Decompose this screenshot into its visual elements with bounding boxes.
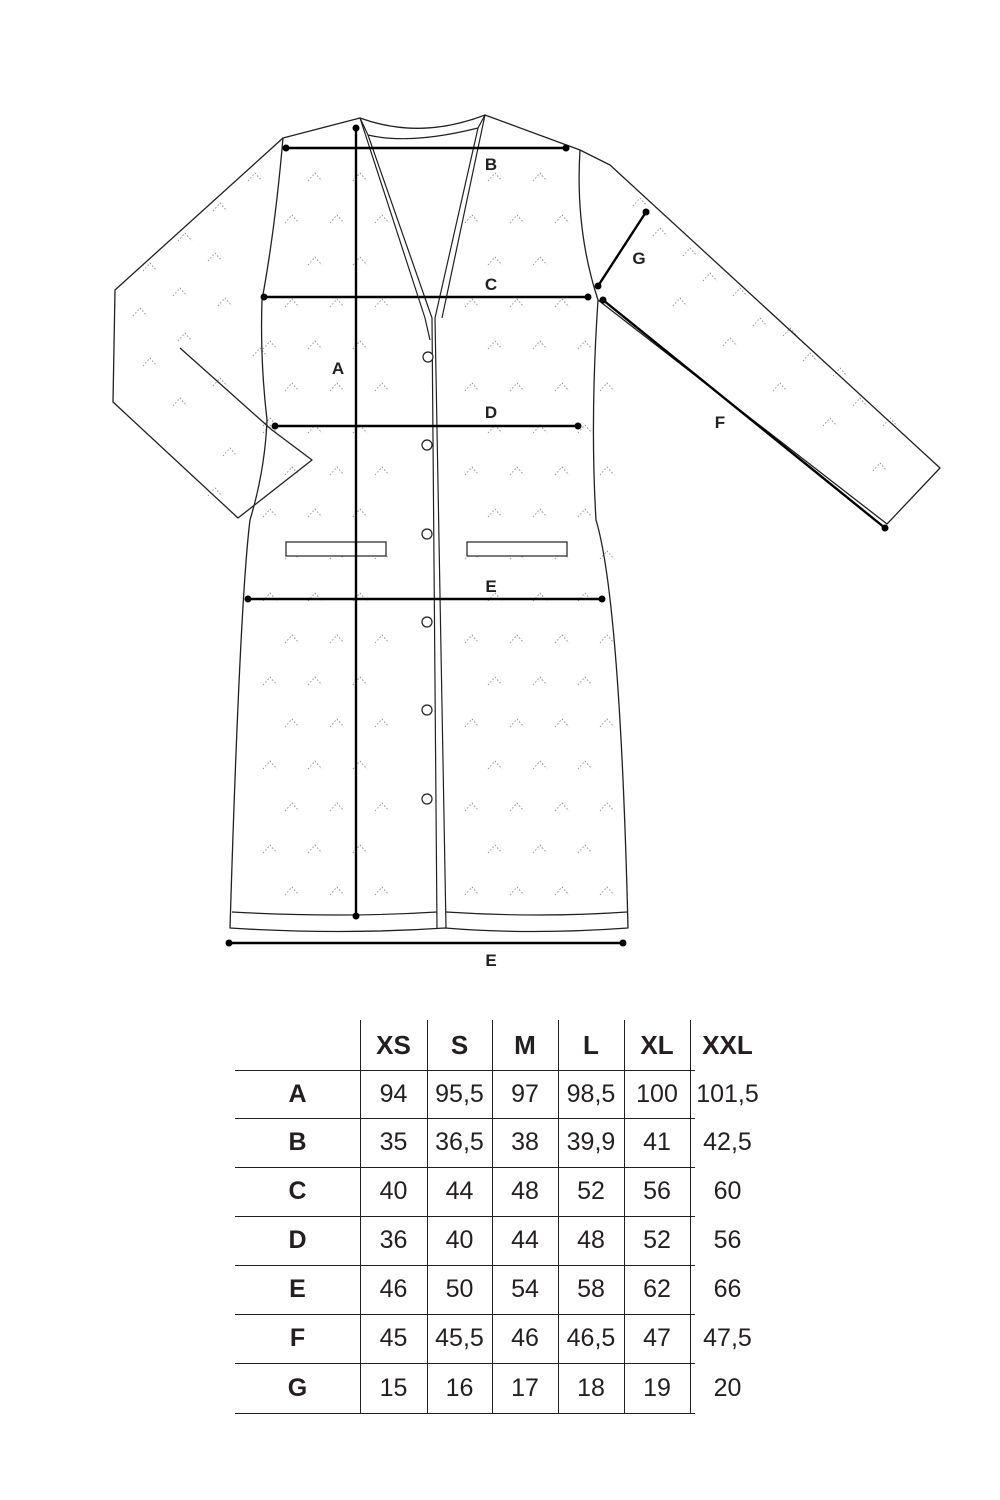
label-d: D bbox=[484, 403, 498, 422]
table-cell: 35 bbox=[379, 1128, 408, 1156]
table-cell: 17 bbox=[511, 1373, 539, 1402]
table-cell: 40 bbox=[445, 1226, 474, 1254]
table-column-divider bbox=[492, 1020, 493, 1413]
table-cell: 54 bbox=[511, 1275, 539, 1303]
table-cell: 36,5 bbox=[435, 1128, 484, 1156]
table-cell: 94 bbox=[379, 1079, 408, 1108]
label-a: A bbox=[331, 359, 345, 378]
button bbox=[422, 617, 432, 627]
buttons bbox=[422, 352, 433, 804]
measure-b bbox=[283, 145, 570, 175]
table-cell: 44 bbox=[445, 1177, 474, 1205]
table-cell: 95,5 bbox=[435, 1079, 484, 1108]
table-cell: 38 bbox=[511, 1128, 539, 1156]
table-column-divider bbox=[360, 1020, 361, 1413]
garment-outline bbox=[113, 115, 940, 932]
table-cell: 40 bbox=[379, 1177, 408, 1205]
table-cell: 46,5 bbox=[566, 1324, 616, 1352]
measure-c bbox=[261, 275, 592, 301]
label-e-mid: E bbox=[485, 577, 497, 596]
pocket-left bbox=[286, 542, 386, 556]
measure-a bbox=[332, 125, 360, 920]
button bbox=[423, 352, 433, 362]
table-cell: 19 bbox=[643, 1373, 671, 1402]
size-header-s: S bbox=[450, 1029, 469, 1060]
button bbox=[422, 529, 432, 539]
table-cell: 62 bbox=[643, 1275, 671, 1303]
row-label-d: D bbox=[288, 1226, 307, 1254]
size-table bbox=[235, 1020, 765, 1415]
table-cell: 48 bbox=[511, 1177, 539, 1205]
table-cell: 101,5 bbox=[696, 1079, 759, 1108]
table-cell: 58 bbox=[577, 1275, 605, 1303]
table-cell: 41 bbox=[643, 1128, 671, 1156]
table-cell: 36 bbox=[379, 1226, 408, 1254]
row-label-a: A bbox=[288, 1079, 307, 1108]
table-cell: 47,5 bbox=[703, 1324, 752, 1352]
table-cell: 60 bbox=[713, 1177, 742, 1205]
table-cell: 39,9 bbox=[566, 1128, 616, 1156]
table-cell: 47 bbox=[643, 1324, 671, 1352]
row-label-f: F bbox=[289, 1324, 306, 1352]
table-cell: 56 bbox=[643, 1177, 671, 1205]
table-row-divider bbox=[235, 1413, 695, 1414]
table-row-divider bbox=[235, 1265, 695, 1266]
table-row-divider bbox=[235, 1167, 695, 1168]
size-header-xl: XL bbox=[640, 1029, 674, 1060]
measure-e-bottom bbox=[226, 940, 627, 971]
table-cell: 42,5 bbox=[703, 1128, 752, 1156]
table-cell: 56 bbox=[713, 1226, 742, 1254]
table-cell: 15 bbox=[379, 1373, 408, 1402]
label-e-bottom: E bbox=[485, 951, 497, 970]
row-label-b: B bbox=[288, 1128, 307, 1156]
table-cell: 52 bbox=[643, 1226, 671, 1254]
table-cell: 44 bbox=[511, 1226, 539, 1254]
table-cell: 20 bbox=[713, 1373, 742, 1402]
size-header-m: M bbox=[514, 1029, 536, 1060]
table-column-divider bbox=[690, 1020, 691, 1413]
size-header-xxl: XXL bbox=[702, 1029, 753, 1060]
table-cell: 66 bbox=[713, 1275, 742, 1303]
label-c: C bbox=[484, 275, 498, 294]
button bbox=[422, 440, 432, 450]
measure-g bbox=[595, 209, 650, 290]
table-cell: 16 bbox=[445, 1373, 474, 1402]
table-row-divider bbox=[235, 1070, 695, 1071]
measure-e-mid bbox=[245, 577, 606, 603]
pocket-right bbox=[467, 542, 567, 556]
measure-d bbox=[272, 403, 582, 430]
table-cell: 48 bbox=[577, 1226, 605, 1254]
label-g: G bbox=[632, 249, 646, 268]
measure-f bbox=[600, 297, 889, 532]
size-header-l: L bbox=[583, 1029, 599, 1060]
table-row-divider bbox=[235, 1363, 695, 1364]
table-column-divider bbox=[624, 1020, 625, 1413]
table-row-divider bbox=[235, 1314, 695, 1315]
table-column-divider bbox=[427, 1020, 428, 1413]
table-cell: 98,5 bbox=[566, 1079, 616, 1108]
table-cell: 45 bbox=[379, 1324, 408, 1352]
button bbox=[422, 794, 432, 804]
table-cell: 100 bbox=[636, 1079, 678, 1108]
row-label-e: E bbox=[289, 1275, 306, 1303]
row-label-c: C bbox=[288, 1177, 307, 1205]
table-row-divider bbox=[235, 1118, 695, 1119]
table-row-divider bbox=[235, 1216, 695, 1217]
table-cell: 97 bbox=[511, 1079, 539, 1108]
row-label-g: G bbox=[287, 1373, 308, 1402]
button bbox=[422, 705, 432, 715]
table-cell: 52 bbox=[577, 1177, 605, 1205]
table-cell: 46 bbox=[379, 1275, 408, 1303]
table-column-divider bbox=[558, 1020, 559, 1413]
label-f: F bbox=[714, 413, 726, 432]
knit-pattern bbox=[133, 173, 897, 895]
label-b: B bbox=[484, 155, 498, 174]
table-cell: 18 bbox=[577, 1373, 605, 1402]
table-cell: 46 bbox=[511, 1324, 539, 1352]
table-cell: 45,5 bbox=[435, 1324, 484, 1352]
table-cell: 50 bbox=[445, 1275, 474, 1303]
size-header-xs: XS bbox=[376, 1029, 411, 1060]
